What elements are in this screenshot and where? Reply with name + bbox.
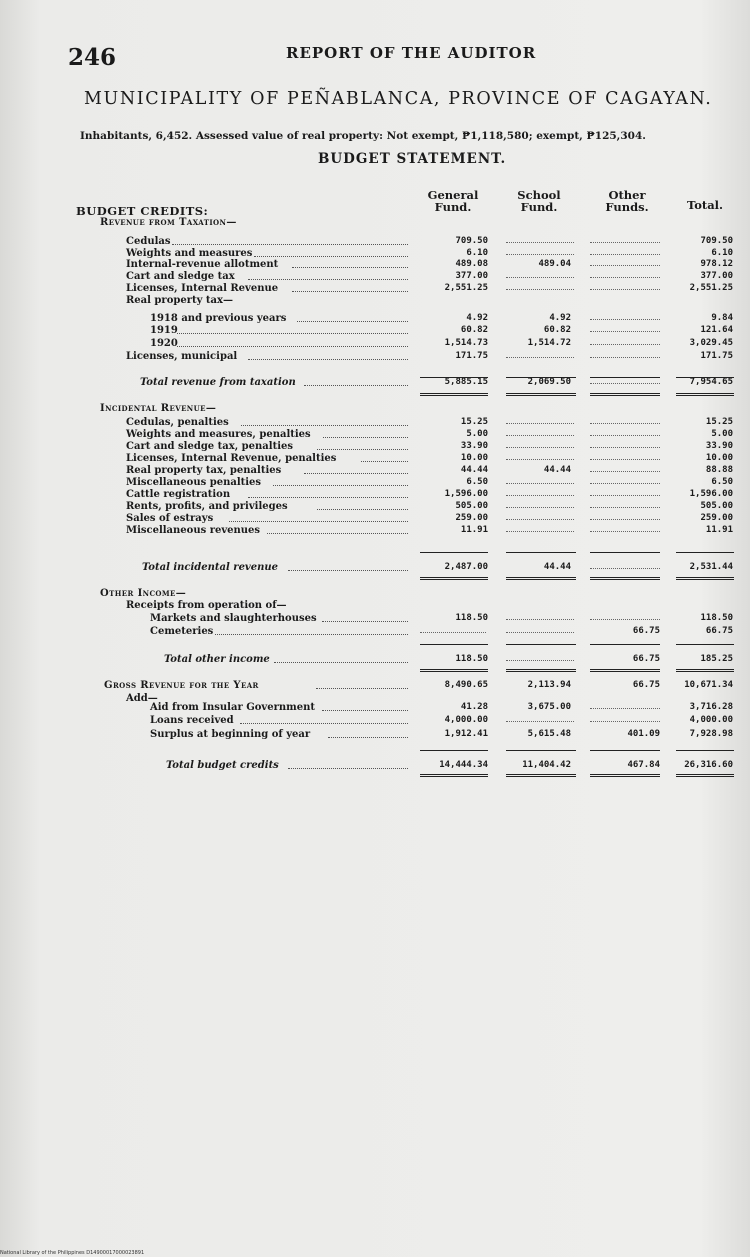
cell-total: 5.00 xyxy=(711,429,733,439)
cell-school: 44.44 xyxy=(543,562,571,572)
total-rule xyxy=(590,577,660,580)
subtotal-rule xyxy=(676,750,734,751)
empty-cell-other xyxy=(590,338,660,345)
empty-cell-other xyxy=(590,715,660,722)
cell-general: 259.00 xyxy=(455,513,488,523)
running-head: REPORT OF THE AUDITOR xyxy=(286,44,537,62)
table-row xyxy=(0,489,750,500)
leader-dots xyxy=(304,465,408,474)
cell-total: 118.50 xyxy=(700,613,733,623)
row-label: 1919 xyxy=(150,325,178,336)
table-row xyxy=(0,513,750,524)
leader-dots xyxy=(323,429,408,438)
page-number: 246 xyxy=(68,44,117,71)
cell-general: 6.50 xyxy=(466,477,488,487)
row-label: Licenses, Internal Revenue xyxy=(126,283,279,294)
cell-total: 185.25 xyxy=(700,654,733,664)
cell-total: 377.00 xyxy=(700,271,733,281)
total-rule xyxy=(590,774,660,777)
cell-general: 118.50 xyxy=(455,654,488,664)
cell-general: 171.75 xyxy=(455,351,488,361)
cell-school: 60.82 xyxy=(543,325,571,335)
empty-cell-school xyxy=(506,613,574,620)
row-label: Cart and sledge tax xyxy=(126,271,235,282)
cell-general: 4.92 xyxy=(466,313,488,323)
subtotal-rule xyxy=(676,552,734,553)
cell-school: 489.04 xyxy=(538,259,571,269)
cell-total: 2,551.25 xyxy=(689,283,733,293)
empty-cell-other xyxy=(590,613,660,620)
cell-school: 2,069.50 xyxy=(527,377,571,387)
empty-cell-other xyxy=(590,259,660,266)
cell-total: 66.75 xyxy=(705,626,733,636)
empty-cell-other xyxy=(590,236,660,243)
subtotal-rule xyxy=(420,750,488,751)
row-label: Cedulas xyxy=(126,236,171,247)
cell-school: 5,615.48 xyxy=(527,729,571,739)
cell-total: 11.91 xyxy=(705,525,733,535)
table-row xyxy=(0,465,750,476)
empty-cell-other xyxy=(590,325,660,332)
cell-total: 4,000.00 xyxy=(689,715,733,725)
cell-general: 44.44 xyxy=(460,465,488,475)
empty-cell-school xyxy=(506,654,574,661)
cell-total: 505.00 xyxy=(700,501,733,511)
row-label: Loans received xyxy=(150,715,234,726)
total-rule xyxy=(506,393,576,396)
leader-dots xyxy=(317,501,408,510)
cell-general: 2,551.25 xyxy=(444,283,488,293)
total-rule xyxy=(506,774,576,777)
table-row xyxy=(0,248,750,259)
section-label: Gross Revenue for the Year xyxy=(104,680,259,691)
empty-cell-other xyxy=(590,465,660,472)
cell-total: 7,954.65 xyxy=(689,377,733,387)
row-label: Miscellaneous revenues xyxy=(126,525,261,536)
cell-total: 6.50 xyxy=(711,477,733,487)
leader-dots xyxy=(288,760,408,769)
section-taxation xyxy=(0,217,750,228)
row-label: Rents, profits, and privileges xyxy=(126,501,288,512)
leader-dots xyxy=(215,626,408,635)
table-row xyxy=(0,654,750,665)
total-rule xyxy=(676,393,734,396)
row-label: Surplus at beginning of year xyxy=(150,729,311,740)
cell-other: 66.75 xyxy=(632,626,660,636)
table-row xyxy=(0,417,750,428)
cell-school: 1,514.72 xyxy=(527,338,571,348)
leader-dots xyxy=(274,654,408,663)
row-label: Cemeteries xyxy=(150,626,214,637)
table-row xyxy=(0,325,750,336)
table-row xyxy=(0,283,750,294)
cell-total: 26,316.60 xyxy=(684,760,733,770)
cell-general: 8,490.65 xyxy=(444,680,488,690)
cell-general: 2,487.00 xyxy=(444,562,488,572)
table-row xyxy=(0,729,750,740)
leader-dots xyxy=(292,259,408,268)
empty-cell-other xyxy=(590,562,660,569)
leader-dots xyxy=(292,283,408,292)
leader-dots xyxy=(254,248,408,257)
empty-cell-other xyxy=(590,702,660,709)
leader-dots xyxy=(361,453,408,462)
total-rule xyxy=(506,669,576,672)
row-label: Miscellaneous penalties xyxy=(126,477,262,488)
column-header-other: Other Funds. xyxy=(605,188,649,214)
row-label: Internal-revenue allotment xyxy=(126,259,279,270)
row-label: Total revenue from taxation xyxy=(140,377,296,388)
total-rule xyxy=(420,669,488,672)
leader-dots xyxy=(297,313,408,322)
cell-general: 118.50 xyxy=(455,613,488,623)
leader-dots xyxy=(240,715,408,724)
leader-dots xyxy=(322,702,408,711)
column-header-total: Total. xyxy=(686,198,724,212)
document-title: MUNICIPALITY OF PEÑABLANCA, PROVINCE OF CAGAYAN. xyxy=(84,89,713,109)
empty-cell-other xyxy=(590,313,660,320)
page-footer: National Library of the Philippines D14900017000023891 xyxy=(0,1250,145,1256)
empty-cell-school xyxy=(506,271,574,278)
table-row xyxy=(0,613,750,624)
cell-general: 5,885.15 xyxy=(444,377,488,387)
cell-general: 4,000.00 xyxy=(444,715,488,725)
cell-total: 121.64 xyxy=(700,325,733,335)
row-label: Cart and sledge tax, penalties xyxy=(126,441,293,452)
empty-cell-school xyxy=(506,489,574,496)
empty-cell-school xyxy=(506,525,574,532)
empty-cell-other xyxy=(590,248,660,255)
cell-other: 467.84 xyxy=(627,760,660,770)
section-label: Revenue from Taxation— xyxy=(100,217,237,228)
row-label: Sales of estrays xyxy=(126,513,214,524)
cell-general: 505.00 xyxy=(455,501,488,511)
table-row xyxy=(0,271,750,282)
empty-cell-school xyxy=(506,715,574,722)
row-label: Cedulas, penalties xyxy=(126,417,229,428)
leader-dots xyxy=(322,613,408,622)
total-rule xyxy=(676,577,734,580)
row-label: Weights and measures xyxy=(126,248,253,259)
cell-total: 3,029.45 xyxy=(689,338,733,348)
subtotal-rule xyxy=(590,750,660,751)
cell-total: 2,531.44 xyxy=(689,562,733,572)
section-incidental xyxy=(0,403,750,414)
total-rule xyxy=(676,774,734,777)
budget-credits-heading: BUDGET CREDITS: xyxy=(76,204,209,218)
empty-cell-other xyxy=(590,441,660,448)
cell-general: 60.82 xyxy=(460,325,488,335)
cell-general: 1,596.00 xyxy=(444,489,488,499)
empty-cell-other xyxy=(590,525,660,532)
cell-other: 401.09 xyxy=(627,729,660,739)
subtotal-rule xyxy=(676,377,734,378)
table-row xyxy=(0,715,750,726)
table-row xyxy=(0,259,750,270)
empty-cell-school xyxy=(506,429,574,436)
empty-cell-other xyxy=(590,429,660,436)
cell-school: 2,113.94 xyxy=(527,680,571,690)
inhabitants-line: Inhabitants, 6,452. Assessed value of real property: Not exempt, ₱1,118,580; exempt, ₱125,304. xyxy=(80,130,646,142)
table-row xyxy=(0,680,750,691)
column-header-general: General Fund. xyxy=(427,188,479,214)
cell-school: 44.44 xyxy=(543,465,571,475)
cell-school: 3,675.00 xyxy=(527,702,571,712)
cell-general: 33.90 xyxy=(460,441,488,451)
empty-cell-other xyxy=(590,513,660,520)
empty-cell-other xyxy=(590,351,660,358)
cell-general: 1,912.41 xyxy=(444,729,488,739)
cell-total: 3,716.28 xyxy=(689,702,733,712)
total-rule xyxy=(590,393,660,396)
cell-general: 489.08 xyxy=(455,259,488,269)
row-label: Add— xyxy=(126,693,158,704)
subtotal-rule xyxy=(506,644,576,645)
cell-general: 15.25 xyxy=(460,417,488,427)
total-rule xyxy=(420,774,488,777)
row-label: Licenses, Internal Revenue, penalties xyxy=(126,453,337,464)
table-row xyxy=(0,377,750,388)
section-label: Incidental Revenue— xyxy=(100,403,217,414)
subtotal-rule xyxy=(420,644,488,645)
empty-cell-school xyxy=(506,417,574,424)
empty-cell-school xyxy=(506,236,574,243)
cell-total: 7,928.98 xyxy=(689,729,733,739)
empty-cell-other xyxy=(590,417,660,424)
leader-dots xyxy=(172,236,408,245)
leader-dots xyxy=(177,338,408,347)
leader-dots xyxy=(273,477,408,486)
row-label: Total incidental revenue xyxy=(142,562,279,573)
total-rule xyxy=(420,577,488,580)
subtotal-rule xyxy=(590,552,660,553)
empty-cell-school xyxy=(506,441,574,448)
table-row xyxy=(0,525,750,536)
row-label: 1920 xyxy=(150,338,178,349)
row-label: Licenses, municipal xyxy=(126,351,238,362)
cell-general: 11.91 xyxy=(460,525,488,535)
cell-school: 4.92 xyxy=(549,313,571,323)
cell-total: 15.25 xyxy=(705,417,733,427)
leader-dots xyxy=(317,441,408,450)
total-rule xyxy=(590,669,660,672)
empty-cell-school xyxy=(506,248,574,255)
budget-statement-subtitle: BUDGET STATEMENT. xyxy=(318,151,507,167)
table-row xyxy=(0,338,750,349)
subtotal-rule xyxy=(420,552,488,553)
cell-total: 9.84 xyxy=(711,313,733,323)
subtotal-rule xyxy=(506,377,576,378)
cell-total: 88.88 xyxy=(705,465,733,475)
empty-cell-other xyxy=(590,453,660,460)
leader-dots xyxy=(267,525,408,534)
leader-dots xyxy=(241,417,408,426)
total-rule xyxy=(420,393,488,396)
empty-cell-other xyxy=(590,477,660,484)
empty-cell-other xyxy=(590,377,660,384)
leader-dots xyxy=(177,325,408,334)
empty-cell-school xyxy=(506,626,574,633)
table-row xyxy=(0,351,750,362)
cell-other: 66.75 xyxy=(632,654,660,664)
leader-dots xyxy=(229,513,408,522)
empty-cell-school xyxy=(506,477,574,484)
table-row xyxy=(0,600,750,611)
row-label: Aid from Insular Government xyxy=(150,702,315,713)
table-row xyxy=(0,501,750,512)
cell-total: 978.12 xyxy=(700,259,733,269)
table-row xyxy=(0,441,750,452)
row-label: Total budget credits xyxy=(166,760,279,771)
empty-cell-other xyxy=(590,271,660,278)
empty-cell-general xyxy=(420,626,486,633)
cell-general: 5.00 xyxy=(466,429,488,439)
cell-general: 10.00 xyxy=(460,453,488,463)
cell-total: 10,671.34 xyxy=(684,680,733,690)
row-label: 1918 and previous years xyxy=(150,313,287,324)
cell-school: 11,404.42 xyxy=(522,760,571,770)
subtotal-rule xyxy=(506,552,576,553)
row-label: Markets and slaughterhouses xyxy=(150,613,317,624)
cell-general: 1,514.73 xyxy=(444,338,488,348)
table-row xyxy=(0,236,750,247)
empty-cell-school xyxy=(506,351,574,358)
table-row xyxy=(0,760,750,771)
cell-total: 1,596.00 xyxy=(689,489,733,499)
row-label: Real property tax— xyxy=(126,295,233,306)
cell-total: 10.00 xyxy=(705,453,733,463)
row-label: Receipts from operation of— xyxy=(126,600,287,611)
subtotal-rule xyxy=(676,644,734,645)
empty-cell-school xyxy=(506,453,574,460)
table-row xyxy=(0,295,750,306)
subtotal-rule xyxy=(590,644,660,645)
cell-total: 709.50 xyxy=(700,236,733,246)
column-header-school: School Fund. xyxy=(517,188,561,214)
cell-general: 377.00 xyxy=(455,271,488,281)
total-rule xyxy=(676,669,734,672)
subtotal-rule xyxy=(590,377,660,378)
section-other-income xyxy=(0,588,750,599)
row-label: Weights and measures, penalties xyxy=(126,429,311,440)
leader-dots xyxy=(248,351,408,360)
leader-dots xyxy=(248,489,408,498)
table-row xyxy=(0,453,750,464)
leader-dots xyxy=(248,271,408,280)
table-row xyxy=(0,313,750,324)
leader-dots xyxy=(288,562,408,571)
empty-cell-school xyxy=(506,283,574,290)
cell-general: 709.50 xyxy=(455,236,488,246)
row-label: Total other income xyxy=(164,654,270,665)
row-label: Real property tax, penalties xyxy=(126,465,282,476)
empty-cell-school xyxy=(506,513,574,520)
empty-cell-other xyxy=(590,501,660,508)
table-row xyxy=(0,702,750,713)
section-label: Other Income— xyxy=(100,588,187,599)
cell-total: 33.90 xyxy=(705,441,733,451)
empty-cell-other xyxy=(590,489,660,496)
row-label: Cattle registration xyxy=(126,489,231,500)
table-row xyxy=(0,477,750,488)
table-row xyxy=(0,626,750,637)
empty-cell-school xyxy=(506,501,574,508)
empty-cell-other xyxy=(590,283,660,290)
total-rule xyxy=(506,577,576,580)
cell-total: 6.10 xyxy=(711,248,733,258)
cell-total: 259.00 xyxy=(700,513,733,523)
leader-dots xyxy=(328,729,408,738)
table-row xyxy=(0,562,750,573)
cell-other: 66.75 xyxy=(632,680,660,690)
subtotal-rule xyxy=(506,750,576,751)
cell-general: 41.28 xyxy=(460,702,488,712)
leader-dots xyxy=(304,377,408,386)
table-row xyxy=(0,429,750,440)
cell-general: 14,444.34 xyxy=(439,760,488,770)
cell-total: 171.75 xyxy=(700,351,733,361)
cell-general: 6.10 xyxy=(466,248,488,258)
subtotal-rule xyxy=(420,377,488,378)
